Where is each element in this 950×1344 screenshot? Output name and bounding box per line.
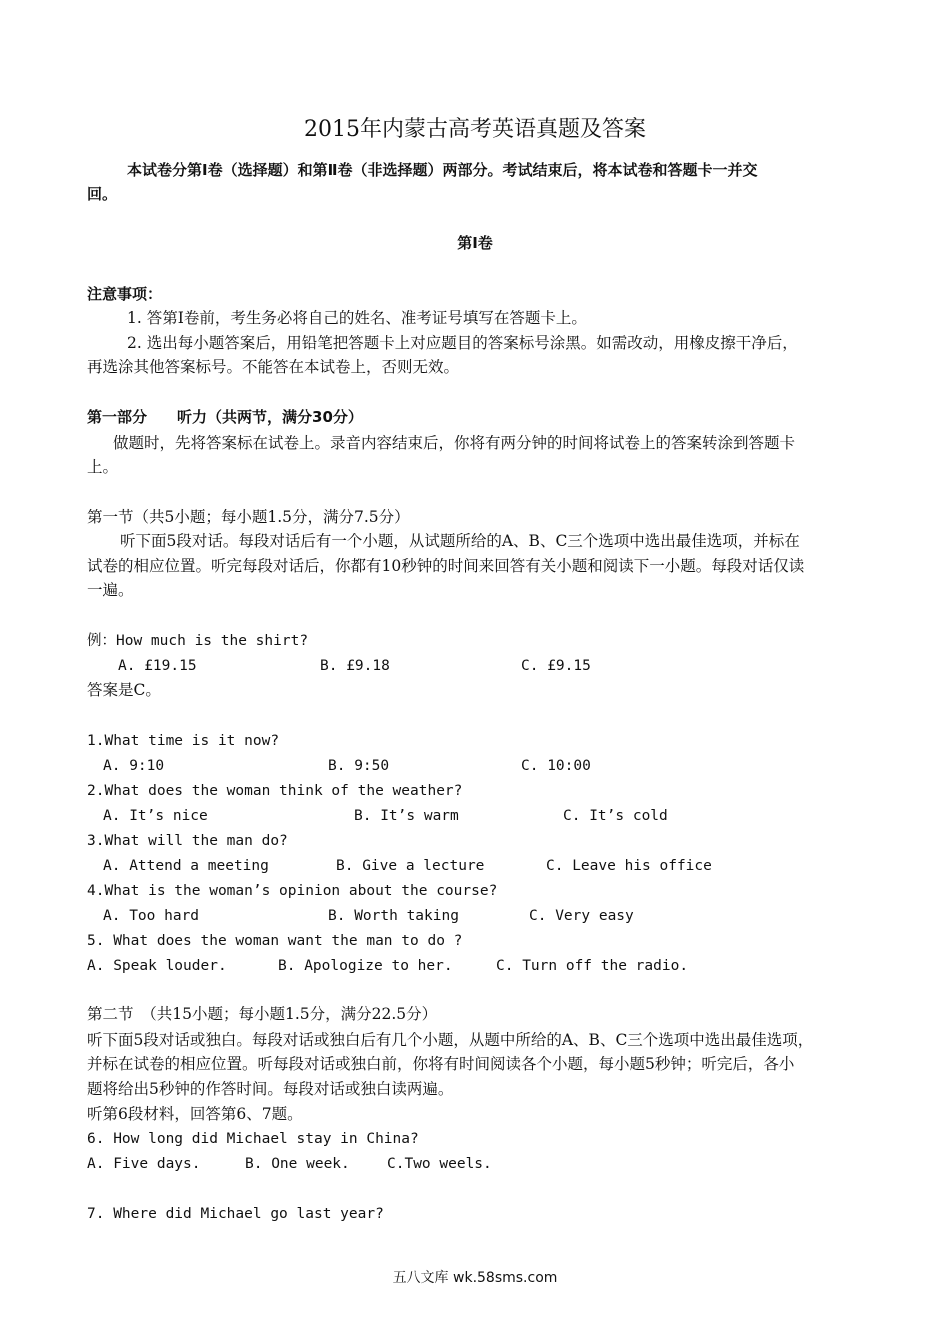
notes-item-2-line-2: 再选涂其他答案标号。不能答在本试卷上，否则无效。 <box>87 358 460 376</box>
question-1: 1.What time is it now? <box>87 733 280 749</box>
part1-title: 第Ⅰ卷 <box>457 234 493 252</box>
question-1-option-a: A. 9:10 <box>103 758 165 774</box>
example-answer: 答案是C。 <box>87 681 161 699</box>
question-2-option-c: C. It’s cold <box>563 808 668 824</box>
question-4-option-c: C. Very easy <box>529 908 634 924</box>
section2-desc-line-1: 听下面5段对话或独白。每段对话或独白后有几个小题，从题中所给的A、B、C三个选项中选出最佳选项， <box>87 1031 814 1049</box>
example-option-a: A. £19.15 <box>118 658 197 674</box>
notes-heading: 注意事项： <box>87 285 163 303</box>
notes-item-1: 1. 答第Ⅰ卷前，考生务必将自己的姓名、准考证号填写在答题卡上。 <box>127 309 587 327</box>
question-6-option-c: C.Two weels. <box>387 1156 492 1172</box>
question-1-option-c: C. 10:00 <box>521 758 591 774</box>
question-2-option-a: A. It’s nice <box>103 808 208 824</box>
question-3-option-a: A. Attend a meeting <box>103 858 269 874</box>
question-3: 3.What will the man do? <box>87 833 288 849</box>
listening-heading: 第一部分 听力（共两节，满分30分） <box>87 408 363 426</box>
question-5-option-a: A. Speak louder. <box>87 958 227 974</box>
question-3-option-c: C. Leave his office <box>546 858 712 874</box>
section2-heading: 第二节 （共15小题；每小题1.5分，满分22.5分） <box>87 1005 438 1023</box>
question-4-option-b: B. Worth taking <box>328 908 459 924</box>
intro-line-2: 回。 <box>87 185 118 203</box>
question-4: 4.What is the woman’s opinion about the course? <box>87 883 498 899</box>
intro-line-1: 本试卷分第Ⅰ卷（选择题）和第Ⅱ卷（非选择题）两部分。考试结束后，将本试卷和答题卡一并交 <box>127 161 758 179</box>
notes-item-2-line-1: 2. 选出每小题答案后，用铅笔把答题卡上对应题目的答案标号涂黑。如需改动，用橡皮擦干净后， <box>127 334 798 352</box>
question-6-option-b: B. One week. <box>245 1156 350 1172</box>
section1-desc-line-3: 一遍。 <box>87 581 134 599</box>
section2-material: 听第6段材料，回答第6、7题。 <box>87 1105 303 1123</box>
section1-heading: 第一节（共5小题；每小题1.5分，满分7.5分） <box>87 508 410 526</box>
example-question: 例：How much is the shirt? <box>87 633 309 649</box>
question-5: 5. What does the woman want the man to do ? <box>87 933 463 949</box>
document-title: 2015年内蒙古高考英语真题及答案 <box>304 117 646 142</box>
question-5-option-c: C. Turn off the radio. <box>496 958 689 974</box>
question-6-option-a: A. Five days. <box>87 1156 201 1172</box>
section1-desc-line-1: 听下面5段对话。每段对话后有一个小题，从试题所给的A、B、C三个选项中选出最佳选项，并标在 <box>120 532 800 550</box>
question-4-option-a: A. Too hard <box>103 908 200 924</box>
listening-desc-line-2: 上。 <box>87 458 119 476</box>
question-2: 2.What does the woman think of the weather? <box>87 783 463 799</box>
section2-desc-line-3: 题将给出5秒钟的作答时间。每段对话或独白读两遍。 <box>87 1080 454 1098</box>
question-3-option-b: B. Give a lecture <box>336 858 485 874</box>
question-2-option-b: B. It’s warm <box>354 808 459 824</box>
section1-desc-line-2: 试卷的相应位置。听完每段对话后，你都有10秒钟的时间来回答有关小题和阅读下一小题。每段对话仅读 <box>87 557 805 575</box>
example-option-c: C. £9.15 <box>521 658 591 674</box>
question-5-option-b: B. Apologize to her. <box>278 958 453 974</box>
question-7: 7. Where did Michael go last year? <box>87 1206 384 1222</box>
example-option-b: B. £9.18 <box>320 658 390 674</box>
question-1-option-b: B. 9:50 <box>328 758 390 774</box>
question-6: 6. How long did Michael stay in China? <box>87 1131 419 1147</box>
section2-desc-line-2: 并标在试卷的相应位置。听每段对话或独白前，你将有时间阅读各个小题，每小题5秒钟；听完后，各小 <box>87 1055 795 1073</box>
footer-watermark: 五八文库 wk.58sms.com <box>392 1270 558 1286</box>
listening-desc-line-1: 做题时，先将答案标在试卷上。录音内容结束后，你将有两分钟的时间将试卷上的答案转涂到答题卡 <box>113 434 796 452</box>
